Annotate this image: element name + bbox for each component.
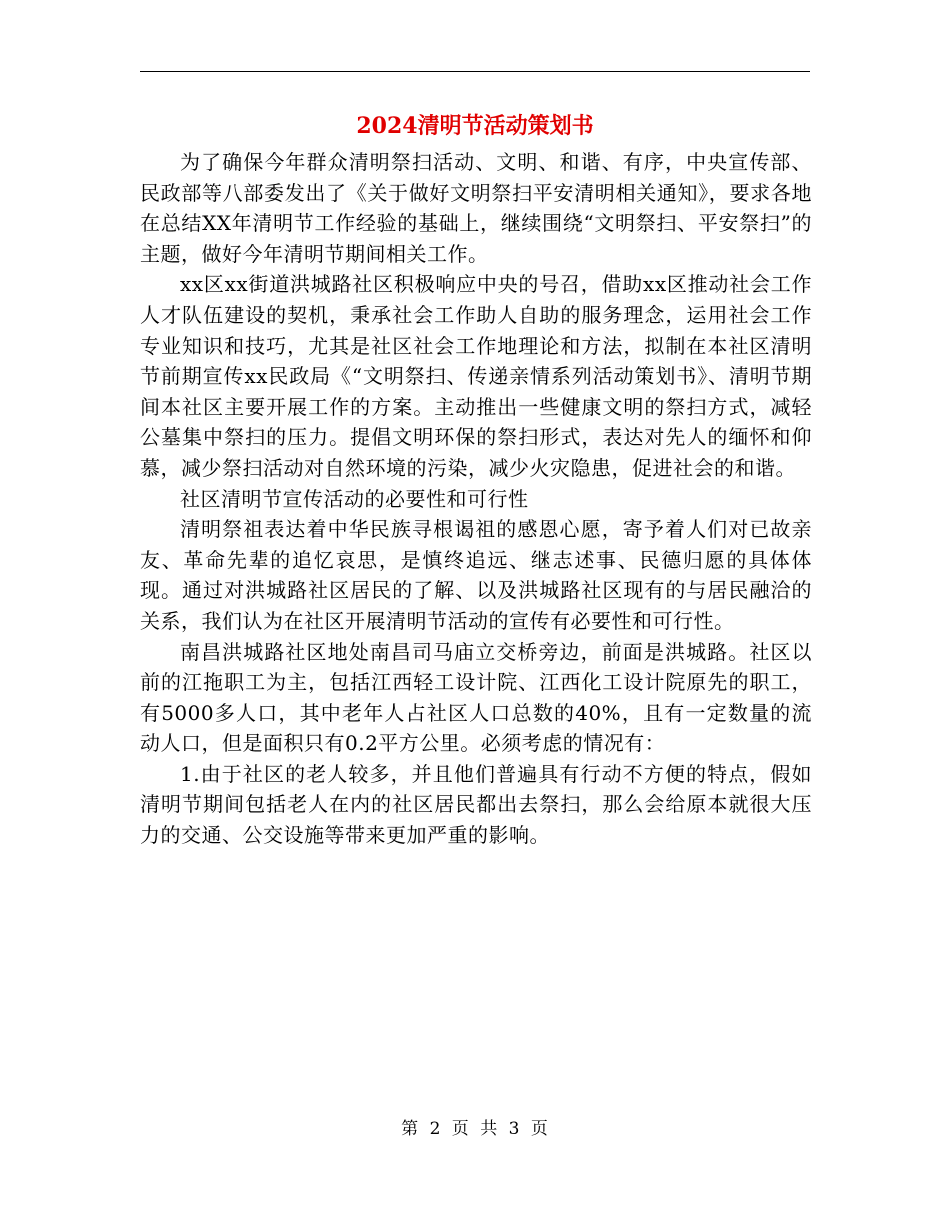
section-heading-necessity: 社区清明节宣传活动的必要性和可行性 xyxy=(180,486,529,511)
paragraph-point-1: 1.由于社区的老人较多，并且他们普遍具有行动不方便的特点，假如清明节期间包括老人在内的社区居民都出去祭扫，那么会给原本就很大压力的交通、公交设施等带来更加严重的影响。 xyxy=(140,761,812,848)
paragraph-intro: 为了确保今年群众清明祭扫活动、文明、和谐、有序，中央宣传部、民政部等八部委发出了《关于做好文明祭扫平安清明相关通知》，要求各地在总结XX年清明节工作经验的基础上，继续围绕“文明祭扫、平安祭扫”的主题，做好今年清明节期间相关工作。 xyxy=(140,150,812,266)
paragraph-community-response: xx区xx街道洪城路社区积极响应中央的号召，借助xx区推动社会工作人才队伍建设的契机，秉承社会工作助人自助的服务理念，运用社会工作专业知识和技巧，尤其是社区社会工作地理论和方法，拟制在本社区清明节前期宣传xx民政局《“文明祭扫、传递亲情系列活动策划书》、清明节期间本社区主要开展工作的方案。主动推出一些健康文明的祭扫方式，减轻公墓集中祭扫的压力。提倡文明环保的祭扫形式，表达对先人的缅怀和仰慕，减少祭扫活动对自然环境的污染，减少火灾隐患，促进社会的和谐。 xyxy=(140,272,812,480)
document-title: 2024清明节活动策划书 xyxy=(356,113,594,139)
page-number-footer: 第 2 页 共 3 页 xyxy=(401,1119,549,1139)
header-rule xyxy=(140,71,810,72)
paragraph-community-profile: 南昌洪城路社区地处南昌司马庙立交桥旁边，前面是洪城路。社区以前的江拖职工为主，包括江西轻工设计院、江西化工设计院原先的职工，有5000多人口，其中老年人占社区人口总数的40%，且有一定数量的流动人口，但是面积只有0.2平方公里。必须考虑的情况有： xyxy=(140,639,812,756)
document-body xyxy=(140,147,812,851)
paragraph-qingming-meaning: 清明祭祖表达着中华民族寻根谒祖的感恩心愿，寄予着人们对已故亲友、革命先辈的追忆哀思，是慎终追远、继志述事、民德归愿的具体体现。通过对洪城路社区居民的了解、以及洪城路社区现有的与居民融洽的关系，我们认为在社区开展清明节活动的宣传有必要性和可行性。 xyxy=(140,517,812,633)
